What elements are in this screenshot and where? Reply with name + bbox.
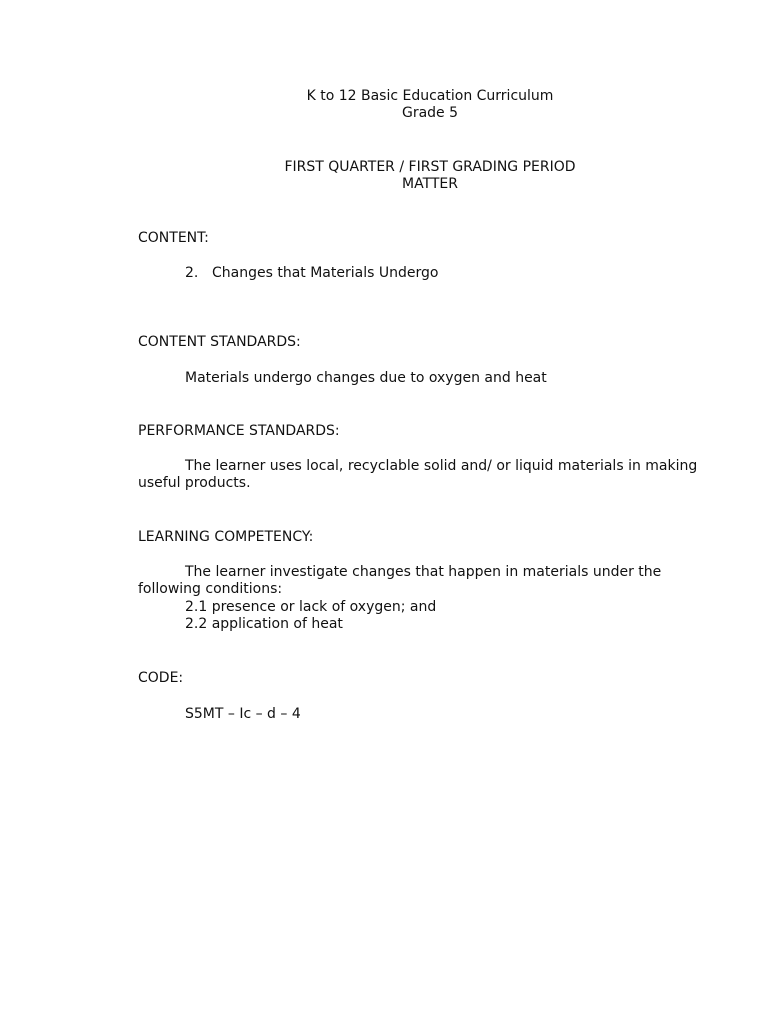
quarter-title: FIRST QUARTER / FIRST GRADING PERIOD <box>284 159 576 175</box>
content-standards-text: Materials undergo changes due to oxygen and heat <box>185 370 547 386</box>
content-item <box>185 265 438 282</box>
learning-competency-text: The learner investigate changes that happen in materials under the following conditions: <box>138 564 662 597</box>
grade-label: Grade 5 <box>401 105 459 121</box>
topic-title: MATTER <box>402 176 458 192</box>
performance-standards-text: The learner uses local, recyclable solid and/ or liquid materials in making useful products. <box>138 458 698 491</box>
code-heading: CODE: <box>138 670 184 686</box>
content-heading: CONTENT: <box>138 230 209 246</box>
competency-sub-item: 2.2 application of heat <box>185 616 343 632</box>
content-item-number: 2. <box>185 265 199 281</box>
learning-competency-heading: LEARNING COMPETENCY: <box>138 529 314 545</box>
content-standards-heading: CONTENT STANDARDS: <box>138 334 301 350</box>
performance-standards-heading: PERFORMANCE STANDARDS: <box>138 423 340 439</box>
competency-sub-item: 2.1 presence or lack of oxygen; and <box>185 599 437 615</box>
curriculum-title: K to 12 Basic Education Curriculum <box>306 88 554 104</box>
code-value: S5MT – Ic – d – 4 <box>185 706 301 722</box>
content-item-text: Changes that Materials Undergo <box>212 265 439 281</box>
